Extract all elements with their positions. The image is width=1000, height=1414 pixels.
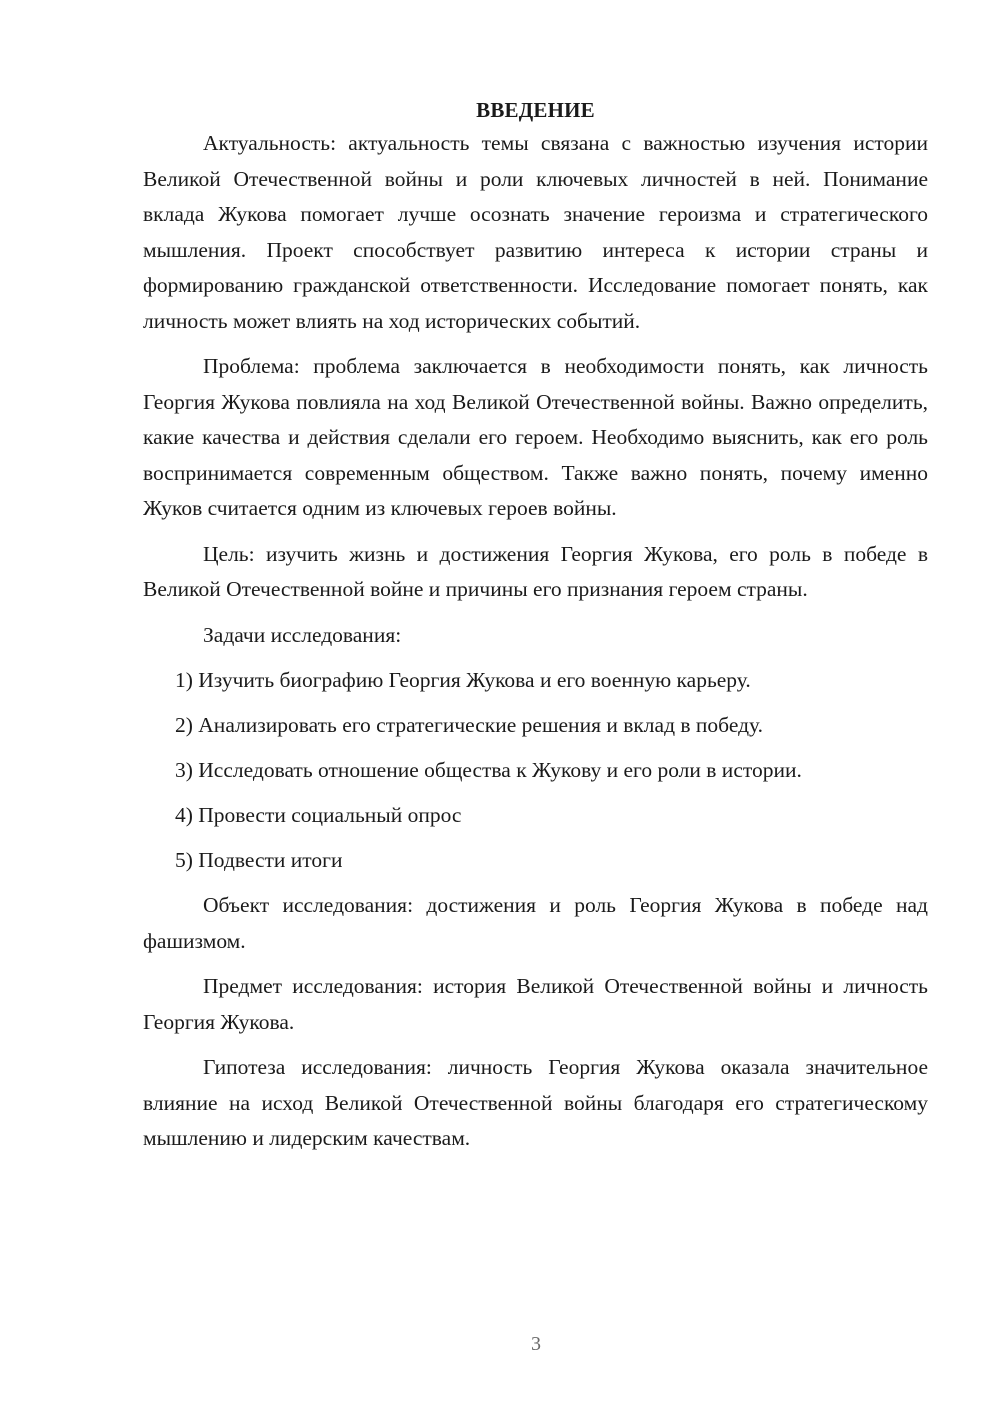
goal-paragraph: Цель: изучить жизнь и достижения Георгия Жукова, его роль в победе в Великой Отечественной войне и причины его признания героем страны. (143, 541, 928, 601)
task-list (143, 663, 928, 879)
page-number: 3 (531, 1333, 541, 1355)
object-paragraph: Объект исследования: достижения и роль Георгия Жукова в победе над фашизмом. (143, 893, 928, 953)
hypothesis-paragraph: Гипотеза исследования: личность Георгия Жукова оказала значительное влияние на исход Великой Отечественной войны благодаря его стратегическому мышлению и лидерским качествам. (143, 1055, 928, 1150)
relevance-paragraph: Актуальность: актуальность темы связана с важностью изучения истории Великой Отечественной войны и роли ключевых личностей в ней. Понимание вклада Жукова помогает лучше осознать значение героизма и стратегического мышления. Проект способствует развитию интереса к истории страны и формированию гражданской ответственности. Исследование помогает понять, как личность может влиять на ход исторических событий. (143, 131, 928, 333)
tasks-title: Задачи исследования: (203, 622, 402, 647)
task-item: 4) Провести социальный опрос (175, 802, 462, 827)
task-item: 2) Анализировать его стратегические решения и вклад в победу. (175, 712, 764, 737)
section-heading: ВВЕДЕНИЕ (476, 98, 595, 122)
task-item: 3) Исследовать отношение общества к Жукову и его роли в истории. (175, 757, 802, 782)
task-item: 5) Подвести итоги (175, 847, 343, 872)
task-item: 1) Изучить биографию Георгия Жукова и его военную карьеру. (175, 667, 751, 692)
page-content (143, 94, 928, 1157)
problem-paragraph: Проблема: проблема заключается в необходимости понять, как личность Георгия Жукова повлияла на ход Великой Отечественной войны. Важно определить, какие качества и действия сделали его героем. Необходимо выяснить, как его роль воспринимается современным обществом. Также важно понять, почему именно Жуков считается одним из ключевых героев войны. (143, 354, 928, 520)
subject-paragraph: Предмет исследования: история Великой Отечественной войны и личность Георгия Жукова. (143, 974, 928, 1034)
